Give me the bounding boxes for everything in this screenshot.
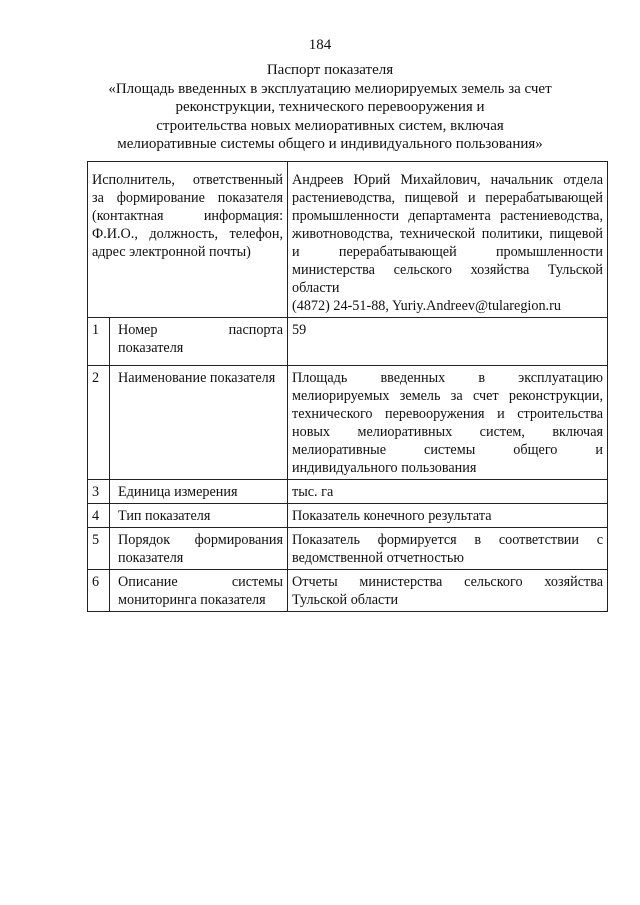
table-row <box>88 570 608 612</box>
row-value: Отчеты министерства сельского хозяйства Тульской области <box>288 570 608 612</box>
row-number: 5 <box>88 528 110 570</box>
executor-cell <box>288 162 608 318</box>
row-number: 1 <box>88 318 110 366</box>
row-value: тыс. га <box>288 480 608 504</box>
row-label: Номер паспорта показателя <box>110 318 288 366</box>
subtitle-line: строительства новых мелиоративных систем, включая <box>156 117 504 134</box>
row-label: Описание системы мониторинга показателя <box>110 570 288 612</box>
row-label: Единица измерения <box>110 480 288 504</box>
table-row <box>88 366 608 480</box>
table-row-executor <box>88 162 608 318</box>
row-label: Порядок формирования показателя <box>110 528 288 570</box>
row-value: 59 <box>288 318 608 366</box>
row-label: Наименование показателя <box>110 366 288 480</box>
page-number: 184 <box>308 37 332 53</box>
row-label: Тип показателя <box>110 504 288 528</box>
table-row <box>88 318 608 366</box>
row-number: 6 <box>88 570 110 612</box>
passport-table <box>87 161 608 612</box>
executor-label: Исполнитель, ответственный за формирование показателя (контактная информация: Ф.И.О., должность, телефон, адрес электронной почты) <box>88 162 288 318</box>
row-number: 2 <box>88 366 110 480</box>
row-number: 4 <box>88 504 110 528</box>
table-row <box>88 480 608 504</box>
table-row <box>88 504 608 528</box>
table-row <box>88 528 608 570</box>
executor-value: Андреев Юрий Михайлович, начальник отдела растениеводства, пищевой и перерабатывающей промышленности департамента растениеводства, животноводства, технической политики, пищевой и перерабатывающей промышленности министерства сельского хозяйства Тульской области <box>292 172 604 296</box>
document-title: Паспорт показателя <box>266 62 394 78</box>
row-number: 3 <box>88 480 110 504</box>
subtitle-line: мелиоративные системы общего и индивидуального пользования» <box>117 136 543 152</box>
row-value: Площадь введенных в эксплуатацию мелиорируемых земель за счет реконструкции, технического перевооружения и строительства новых мелиоративных систем, включая мелиоративные системы общего и индивидуального пользования <box>288 366 608 480</box>
subtitle-line: реконструкции, технического перевооружения и <box>175 99 485 115</box>
row-value: Показатель конечного результата <box>288 504 608 528</box>
row-value: Показатель формируется в соответствии с ведомственной отчетностью <box>288 528 608 570</box>
executor-contact: (4872) 24-51-88, Yuriy.Andreev@tularegion.ru <box>292 298 561 314</box>
document-title-block <box>60 61 600 154</box>
subtitle-line: «Площадь введенных в эксплуатацию мелиорируемых земель за счет <box>108 80 552 97</box>
